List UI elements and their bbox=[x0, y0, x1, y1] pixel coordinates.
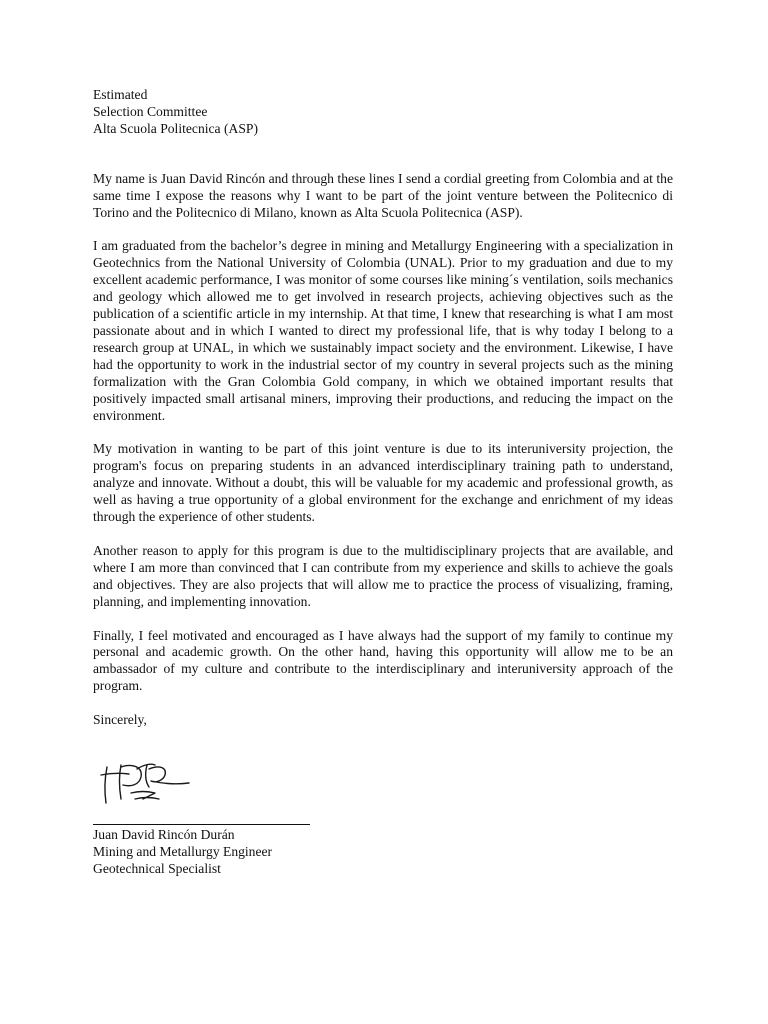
letter bbox=[93, 87, 673, 878]
signatory-specialty: Geotechnical Specialist bbox=[93, 860, 221, 876]
signature-block bbox=[93, 729, 673, 825]
handwritten-signature bbox=[97, 755, 197, 815]
letter-paragraph: My name is Juan David Rincón and through these lines I send a cordial greeting from Colombia and at the same time I expose the reasons why I want to be part of the joint venture between the Politecnico di Torino and the Politecnico di Milano, known as Alta Scuola Politecnica (ASP). bbox=[93, 170, 673, 220]
signatory-title: Mining and Metallurgy Engineer bbox=[93, 844, 273, 859]
spacer bbox=[93, 424, 673, 441]
spacer bbox=[93, 526, 673, 543]
letter-paragraph: I am graduated from the bachelor’s degree in mining and Metallurgy Engineering with a specialization in Geotechnics from the National University of Colombia (UNAL). Prior to my graduation and due to my excellent academic performance, I was monitor of some courses like mining´s ventilation, soils mechanics and geology which allowed me to get involved in research projects, achieving objectives such as the publication of a scientific article in my internship. At that time, I knew that researching is what I am most passionate about and in which I wanted to direct my professional life, that is why today I belong to a research group at UNAL, in which we sustainably impact society and the environment. Likewise, I have had the opportunity to work in the industrial sector of my country in several projects such as the mining formalization with the Gran Colombia Gold company, in which we obtained important results that positively impacted small artisanal miners, improving their productions, and reducing the impact on the environment. bbox=[93, 238, 673, 423]
signatory-block bbox=[93, 827, 673, 878]
closing-salutation: Sincerely, bbox=[93, 712, 147, 728]
spacer bbox=[93, 138, 673, 171]
addressee-line: Alta Scuola Politecnica (ASP) bbox=[93, 120, 258, 136]
letter-paragraph: Another reason to apply for this program is due to the multidisciplinary projects that are available, and where I am more than convinced that I can contribute from my experience and skills to achieve the goals and objectives. They are also projects that will allow me to practice the process of visualizing, framing, planning, and implementing innovation. bbox=[93, 542, 673, 609]
spacer bbox=[93, 221, 673, 238]
spacer bbox=[93, 695, 673, 712]
spacer bbox=[93, 611, 673, 628]
letter-paragraph: Finally, I feel motivated and encouraged as I have always had the support of my family to continue my personal and academic growth. On the other hand, having this opportunity will allow me to be an ambassador of my culture and contribute to the interdisciplinary and interuniversity approach of the program. bbox=[93, 627, 673, 694]
letter-paragraph: My motivation in wanting to be part of this joint venture is due to its interuniversity projection, the program's focus on preparing students in an advanced interdisciplinary training path to understand, analyze and innovate. Without a doubt, this will be valuable for my academic and professional growth, as well as having a true opportunity of a global environment for the exchange and enrichment of my ideas through the experience of other students. bbox=[93, 441, 673, 525]
signatory-name: Juan David Rincón Durán bbox=[93, 827, 235, 843]
addressee-line: Estimated bbox=[93, 87, 148, 102]
addressee-line: Selection Committee bbox=[93, 103, 208, 119]
addressee-block bbox=[93, 87, 673, 138]
signature-line bbox=[93, 824, 310, 825]
